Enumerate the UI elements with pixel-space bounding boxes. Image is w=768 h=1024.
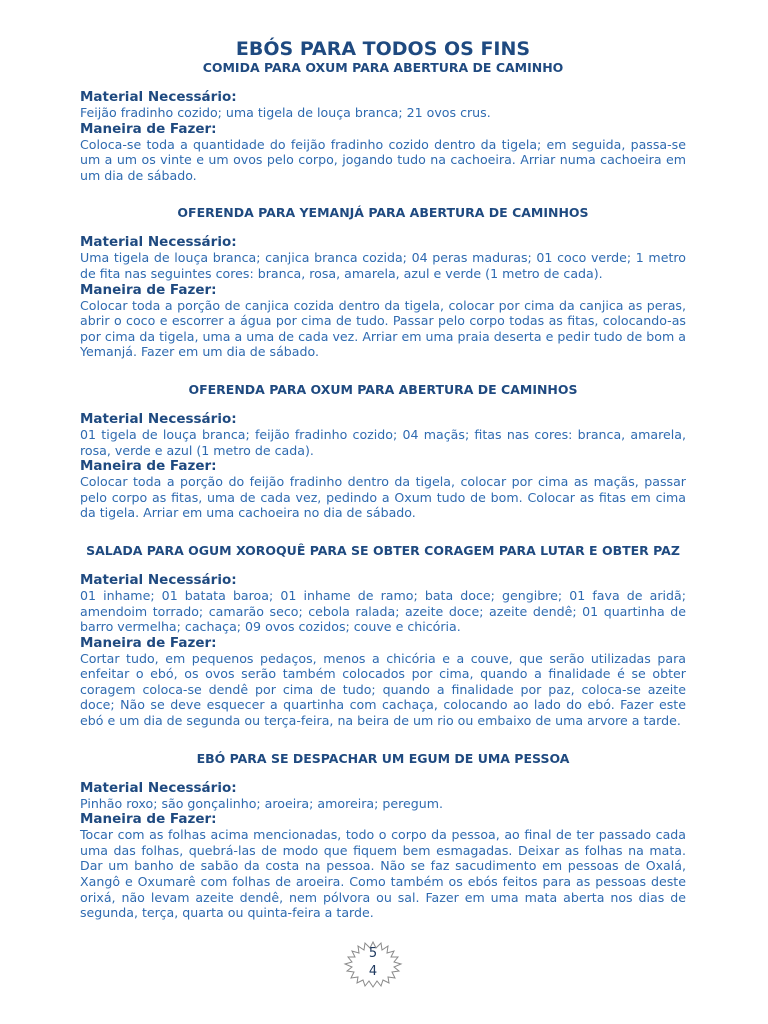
material-text: 01 inhame; 01 batata baroa; 01 inhame de ramo; bata doce; gengibre; 01 fava de aridã; amendoim torrado; camarão seco; cebola ralada; azeite doce; azeite dendê; 01 quartinha de barro vermelha; cachaça; 09 ovos cozidos; couve e chicória.: [80, 587, 686, 635]
method-heading: Maneira de Fazer:: [80, 634, 217, 651]
section-title: OFERENDA PARA YEMANJÁ PARA ABERTURA DE CAMINHOS: [177, 205, 589, 221]
material-text: Feijão fradinho cozido; uma tigela de louça branca; 21 ovos crus.: [80, 105, 491, 120]
section-comida-oxum: [80, 60, 686, 183]
method-text: Colocar toda a porção de canjica cozida dentro da tigela, colocar por cima da canjica as peras, abrir o coco e escorrer a água por cima de tudo. Passar pelo corpo todas as fitas, colocando-as por cima da tigela, uma a uma de cada vez. Arriar em uma praia deserta e pedir tudo de bom a Yemanjá. Fazer em um dia de sábado.: [80, 297, 686, 360]
material-text: 01 tigela de louça branca; feijão fradinho cozido; 04 maçãs; fitas nas cores: branca, amarela, rosa, verde e azul (1 metro de cada).: [80, 426, 686, 458]
method-text: Cortar tudo, em pequenos pedaços, menos a chicória e a couve, que serão utilizadas para enfeitar o ebó, os ovos serão também colocados por cima, quando a finalidade é se obter coragem coloca-se dendê por cima de tudo; quando a finalidade por paz, coloca-se azeite doce; Não se deve esquecer a quartinha com cachaça, colocando ao lado do ebó. Fazer este ebó e um dia de segunda ou terça-feira, na beira de um rio ou embaixo de uma arvore a tarde.: [80, 650, 686, 729]
method-text: Colocar toda a porção do feijão fradinho dentro da tigela, colocar por cima as maçãs, passar pelo corpo as fitas, uma de cada vez, pedindo a Oxum tudo de bom. Colocar as fitas em cima da tigela. Arriar em uma cachoeira no dia de sábado.: [80, 474, 686, 521]
material-text: Pinhão roxo; são gonçalinho; aroeira; amoreira; peregum.: [80, 795, 443, 811]
section-title: COMIDA PARA OXUM PARA ABERTURA DE CAMINHO: [202, 60, 564, 75]
material-heading: Material Necessário:: [80, 89, 237, 105]
method-heading: Maneira de Fazer:: [80, 281, 217, 298]
material-heading: Material Necessário:: [80, 410, 237, 427]
method-heading: Maneira de Fazer:: [80, 120, 217, 137]
material-heading: Material Necessário:: [80, 234, 237, 251]
material-heading: Material Necessário:: [80, 571, 237, 588]
method-heading: Maneira de Fazer:: [80, 811, 217, 828]
method-heading: Maneira de Fazer:: [80, 458, 217, 475]
section-title: SALADA PARA OGUM XOROQUÊ PARA SE OBTER CORAGEM PARA LUTAR E OBTER PAZ: [86, 542, 680, 558]
page-number-top: 5: [368, 946, 378, 961]
section-ebo-egum: [80, 751, 686, 921]
section-salada-ogum: [80, 543, 686, 729]
method-text: Coloca-se toda a quantidade do feijão fradinho cozido dentro da tigela; em seguida, passa-se um a um os vinte e um ovos pelo corpo, jogando tudo na cachoeira. Arriar numa cachoeira em um dia de sábado.: [80, 136, 686, 183]
material-text: Uma tigela de louça branca; canjica branca cozida; 04 peras maduras; 01 coco verde; 1 metro de fita nas seguintes cores: branca, rosa, amarela, azul e verde (1 metro de cada).: [80, 250, 686, 281]
section-oferenda-oxum: [80, 382, 686, 521]
page-number-badge: [340, 940, 406, 988]
page-number-bottom: 4: [368, 964, 378, 979]
section-title: OFERENDA PARA OXUM PARA ABERTURA DE CAMINHOS: [188, 381, 578, 397]
method-text: Tocar com as folhas acima mencionadas, todo o corpo da pessoa, ao final de ter passado cada uma das folhas, quebrá-las de modo que fiquem bem esmagadas. Deixar as folhas na mata. Dar um banho de sabão da costa na pessoa. Não se faz sacudimento em pessoas de Oxalá, Xangô e Oxumarê com folhas de aroeira. Como também os ebós feitos para as pessoas deste orixá, não levam azeite dendê, nem pólvora ou sal. Fazer em uma mata aberta nos dias de segunda, terça, quarta ou quinta-feira a tarde.: [80, 827, 686, 921]
material-heading: Material Necessário:: [80, 779, 237, 796]
page-title: EBÓS PARA TODOS OS FINS: [235, 38, 531, 60]
document-page: [80, 38, 686, 921]
section-title: EBÓ PARA SE DESPACHAR UM EGUM DE UMA PESSOA: [196, 750, 570, 766]
section-oferenda-yemanja: [80, 205, 686, 360]
